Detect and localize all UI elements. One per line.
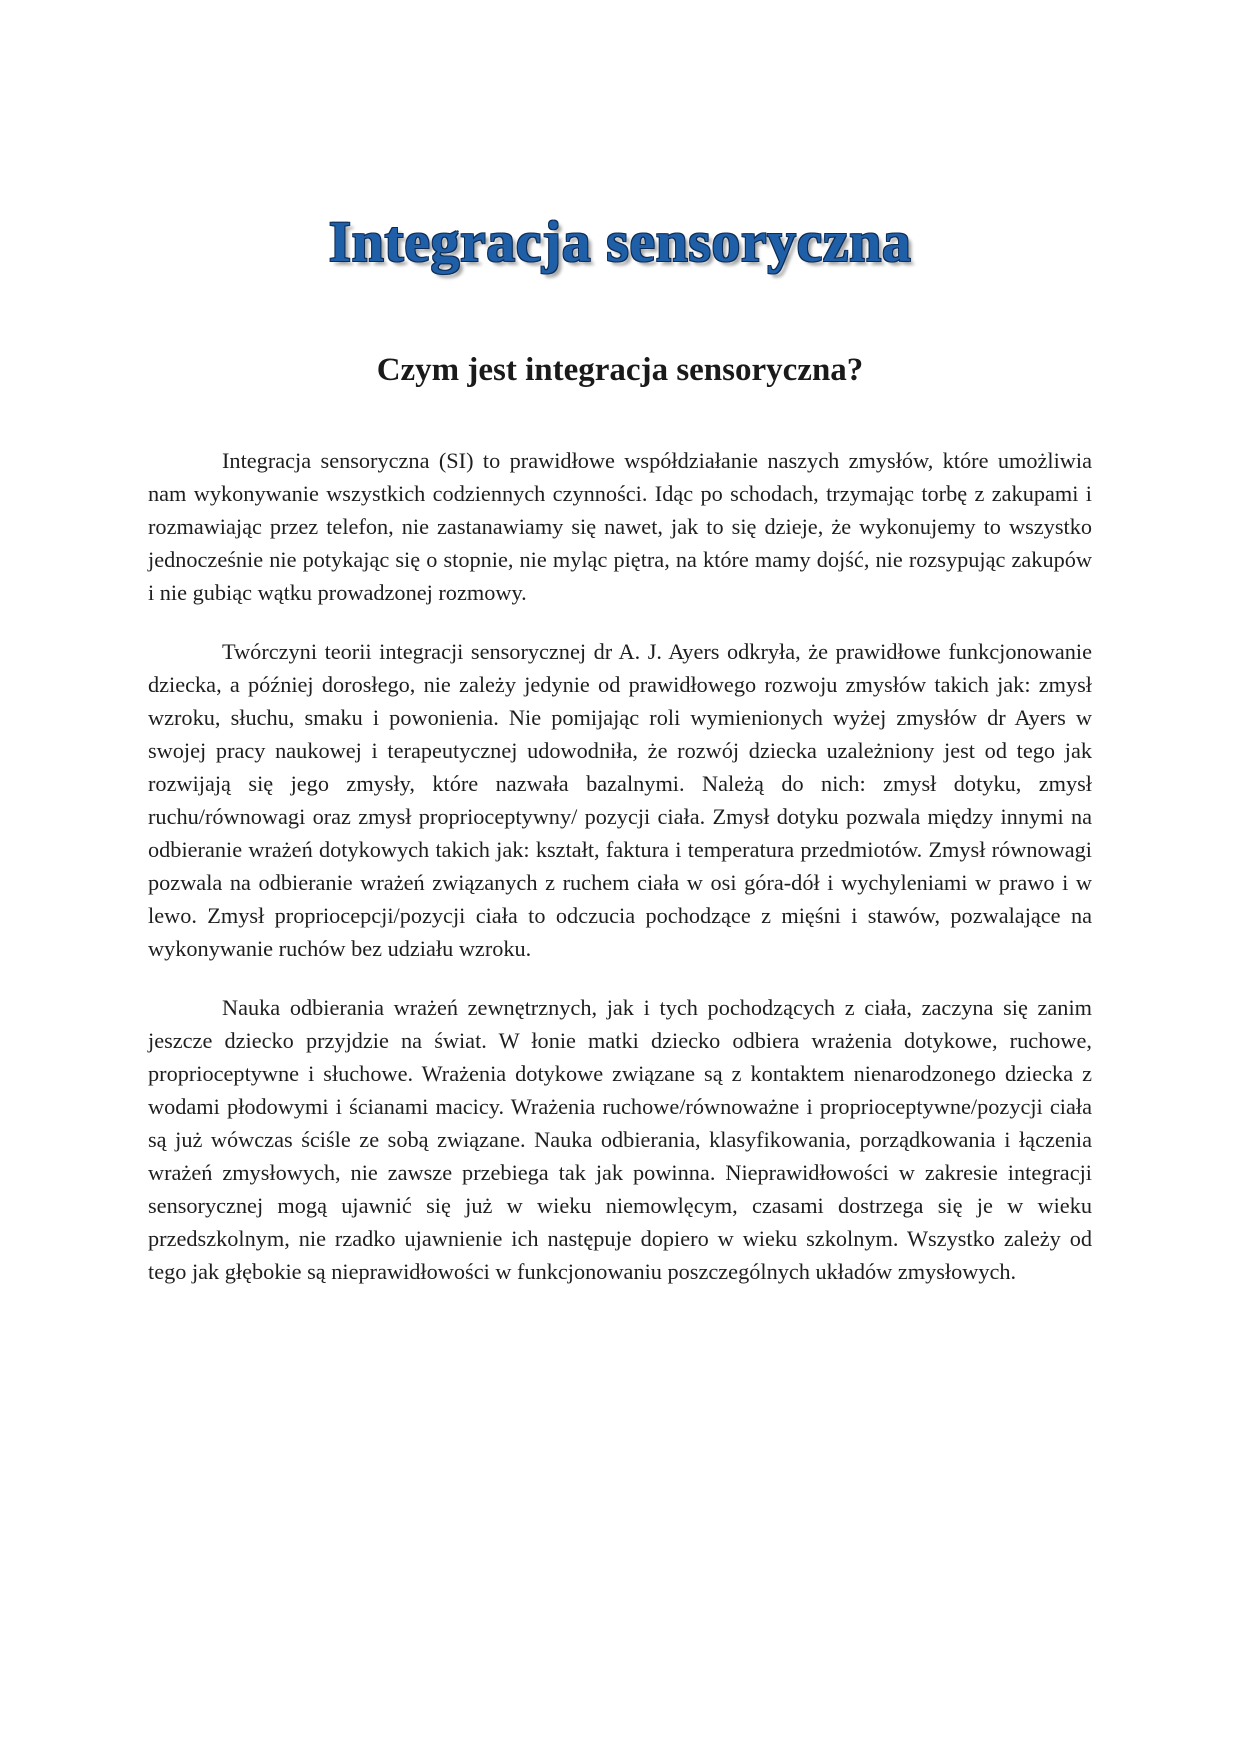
- body-text: [148, 444, 1092, 1314]
- section-heading: Czym jest integracja sensoryczna?: [376, 352, 864, 388]
- paragraph-3: Nauka odbierania wrażeń zewnętrznych, jak i tych pochodzących z ciała, zaczyna się zanim jeszcze dziecko przyjdzie na świat. W łonie matki dziecko odbiera wrażenia dotykowe, ruchowe, proprioceptywne i słuchowe. Wrażenia dotykowe związane są z kontaktem nienarodzonego dziecka z wodami płodowymi i ścianami macicy. Wrażenia ruchowe/równoważne i proprioceptywne/pozycji ciała są już wówczas ściśle ze sobą związane. Nauka odbierania, klasyfikowania, porządkowania i łączenia wrażeń zmysłowych, nie zawsze przebiega tak jak powinna. Nieprawidłowości w zakresie integracji sensorycznej mogą ujawnić się już w wieku niemowlęcym, czasami dostrzega się je w wieku przedszkolnym, nie rzadko ujawnienie ich następuje dopiero w wieku szkolnym. Wszystko zależy od tego jak głębokie są nieprawidłowości w funkcjonowaniu poszczególnych układów zmysłowych.: [148, 995, 1092, 1284]
- paragraph-1: Integracja sensoryczna (SI) to prawidłowe współdziałanie naszych zmysłów, które umożliwia nam wykonywanie wszystkich codziennych czynności. Idąc po schodach, trzymając torbę z zakupami i rozmawiając przez telefon, nie zastanawiamy się nawet, jak to się dzieje, że wykonujemy to wszystko jednocześnie nie potykając się o stopnie, nie myląc piętra, na które mamy dojść, nie rozsypując zakupów i nie gubiąc wątku prowadzonej rozmowy.: [148, 448, 1092, 605]
- paragraph-2: Twórczyni teorii integracji sensorycznej dr A. J. Ayers odkryła, że prawidłowe funkcjonowanie dziecka, a później dorosłego, nie zależy jedynie od prawidłowego rozwoju zmysłów takich jak: zmysł wzroku, słuchu, smaku i powonienia. Nie pomijając roli wymienionych wyżej zmysłów dr Ayers w swojej pracy naukowej i terapeutycznej udowodniła, że rozwój dziecka uzależniony jest od tego jak rozwijają się jego zmysły, które nazwała bazalnymi. Należą do nich: zmysł dotyku, zmysł ruchu/równowagi oraz zmysł proprioceptywny/ pozycji ciała. Zmysł dotyku pozwala między innymi na odbieranie wrażeń dotykowych takich jak: kształt, faktura i temperatura przedmiotów. Zmysł równowagi pozwala na odbieranie wrażeń związanych z ruchem ciała w osi góra-dół i wychyleniami w prawo i w lewo. Zmysł propriocepcji/pozycji ciała to odczucia pochodzące z mięśni i stawów, pozwalające na wykonywanie ruchów bez udziału wzroku.: [148, 639, 1092, 961]
- document-title: Integracja sensoryczna: [328, 209, 912, 274]
